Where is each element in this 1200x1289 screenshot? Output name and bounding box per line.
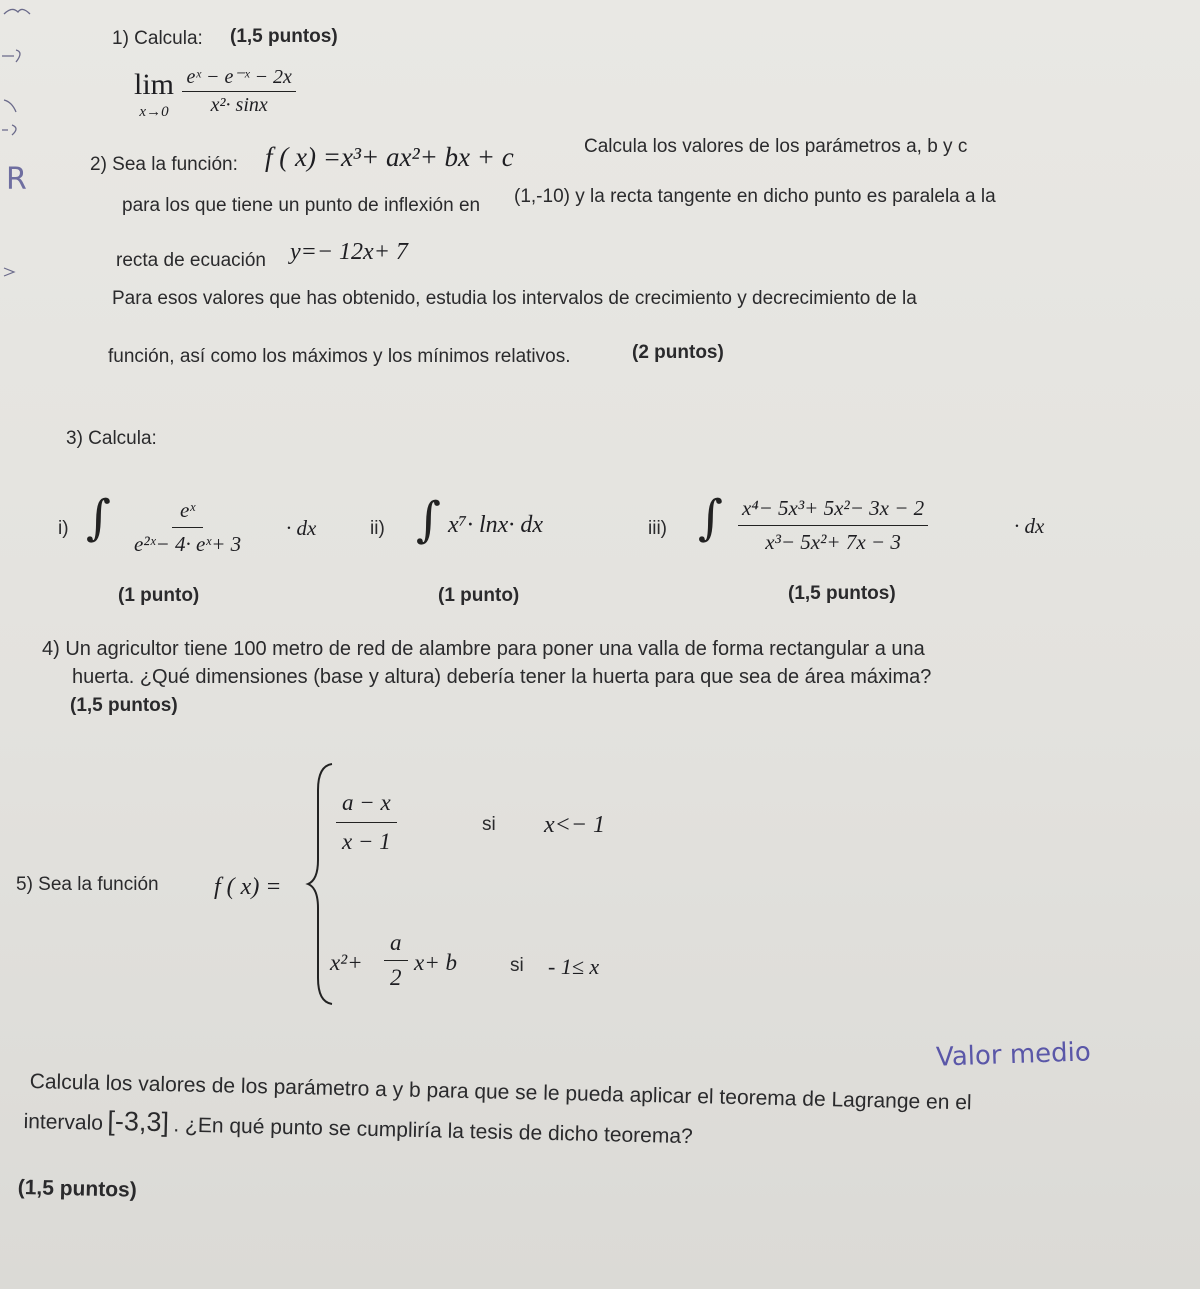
q3-iii-label: iii) [648,518,667,539]
q2-text4: Para esos valores que has obtenido, estudia los intervalos de crecimiento y decrecimiento de la [112,288,917,309]
q5-case2-frac-num: a [384,930,408,961]
q2-point-text: (1,-10) y la recta tangente en dicho punto es paralela a la [514,186,996,207]
q5-case2-si: si [510,955,524,976]
q4-line1: 4) Un agricultor tiene 100 metro de red de alambre para poner una valla de forma rectangular a una [42,638,925,660]
handwritten-note: Valor medio [935,1037,1092,1073]
q4-points: (1,5 puntos) [70,695,178,716]
q2-function: f ( x) =x³+ ax²+ bx + c [265,142,514,172]
q3-ii-expression: x⁷· lnx· dx [448,512,543,538]
q5-case2-condition: - 1≤ x [548,954,600,979]
q5-case2-fraction [384,930,408,991]
q2-points: (2 puntos) [632,342,724,363]
q5-text1: Calcula los valores de los parámetro a y b para que se le pueda aplicar el teorema de Lagrange en el [29,1070,972,1115]
q5-case1-si: si [482,814,496,835]
q3-iii-numerator: x⁴− 5x³+ 5x²− 3x − 2 [738,496,928,526]
q3-iii-fraction [738,496,928,555]
integral-sign-i: ∫ [86,490,112,546]
q2-text3: recta de ecuación [116,250,266,271]
q2-line-equation: y=− 12x+ 7 [290,239,408,265]
q1-label: 1) Calcula: [112,28,203,49]
q1-numerator: eˣ − e⁻ˣ − 2x [182,64,295,92]
q5-text2-question: . ¿En qué punto se cumpliría la tesis de dicho teorema? [173,1113,693,1149]
q3-ii-label: ii) [370,518,385,539]
integral-sign-iii: ∫ [698,490,724,546]
integral-sign-ii: ∫ [416,492,442,548]
q2-text5: función, así como los máximos y los mínimos relativos. [108,346,571,367]
q2-text1: Calcula los valores de los parámetros a, b y c [584,136,968,157]
q3-i-numerator: eˣ [172,498,203,528]
q3-points-i: (1 punto) [118,585,200,606]
q3-points-ii: (1 punto) [438,585,520,606]
q3-points-iii: (1,5 puntos) [788,583,896,604]
q5-text2-intervalo: intervalo [23,1109,104,1135]
margin-letter-r: R [6,162,27,197]
lim-operator: lim [134,68,175,101]
q2-text2: para los que tiene un punto de inflexión en [122,195,481,216]
q1-points: (1,5 puntos) [230,26,338,47]
q5-label: 5) Sea la función [16,874,159,895]
q5-case2-rest: x+ b [414,950,457,975]
q3-i-fraction [130,498,245,557]
q5-interval: [-3,3] [107,1105,170,1138]
q5-case2-x2: x²+ [330,950,363,975]
q2-label: 2) Sea la función: [90,154,238,175]
q3-i-denominator: e²ˣ− 4· eˣ+ 3 [134,532,242,556]
lim-subscript: x→0 [139,104,169,120]
q3-i-dx: · dx [286,516,317,540]
q5-case1-numerator: a − x [336,790,397,823]
q5-case1-denominator: x − 1 [342,829,391,854]
q5-fx: f ( x) = [214,874,282,900]
q5-case2-frac-den: 2 [390,965,402,990]
q3-iii-denominator: x³− 5x²+ 7x − 3 [765,530,901,554]
q5-points: (1,5 puntos) [17,1176,137,1202]
q3-iii-dx: · dx [1014,514,1045,538]
q3-i-label: i) [58,518,69,539]
q3-label: 3) Calcula: [66,428,157,449]
q5-case1-condition: x<− 1 [544,812,606,838]
q1-limit-expression [134,66,296,121]
q4-line2: huerta. ¿Qué dimensiones (base y altura) debería tener la huerta para que sea de área máxima? [72,666,932,688]
q5-case1-fraction [336,790,397,855]
q5-text2 [23,1104,693,1150]
q1-denominator: x²· sinx [210,94,268,116]
